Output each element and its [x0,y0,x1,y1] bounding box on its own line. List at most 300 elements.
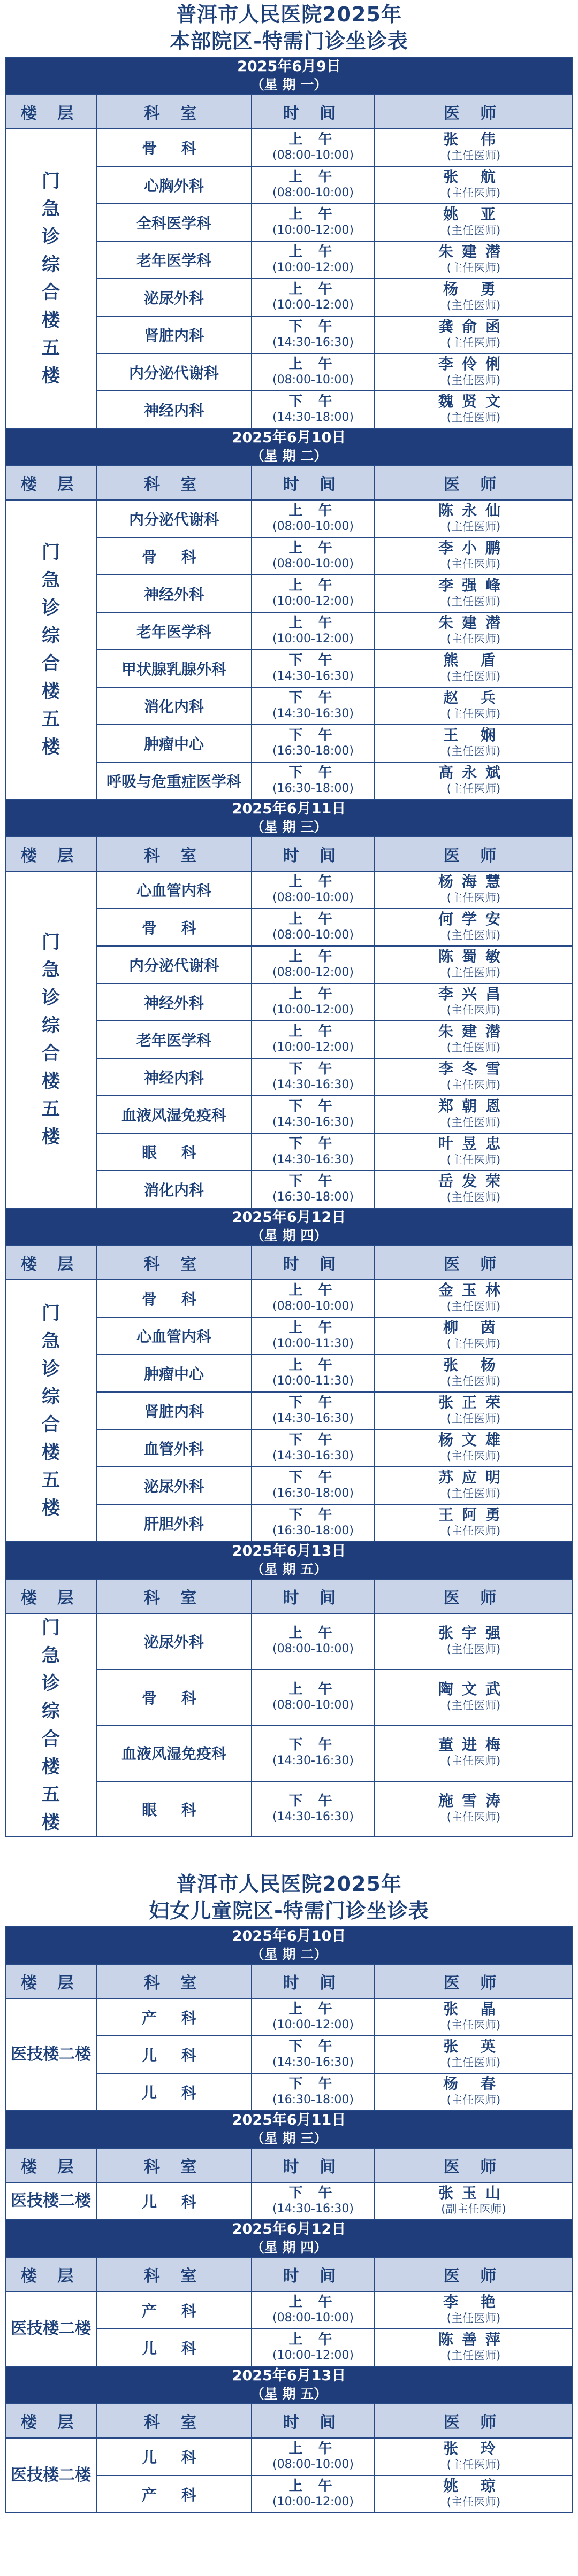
doctor-name: 董进梅 [438,1736,509,1754]
doctor-cell [375,575,573,612]
doctor-rank: (主任医师) [446,2349,501,2362]
doctor-name: 张 伟 [443,130,504,148]
column-header: 时 间 [252,2148,375,2182]
time-hours: (14:30-16:30) [272,2056,354,2069]
schedule-row [5,2182,573,2220]
department-cell: 血液风湿免疫科 [96,1096,252,1133]
time-cell [252,762,375,799]
time-cell [252,1467,375,1504]
date-cell [5,1542,573,1579]
doctor-rank: (主任医师) [446,1487,501,1500]
doctor-cell [375,204,573,241]
doctor-cell [375,1613,573,1670]
column-header: 科 室 [96,837,252,871]
department-cell: 内分泌代谢科 [96,353,252,391]
department-cell: 内分泌代谢科 [96,946,252,983]
time-cell [252,909,375,946]
doctor-rank: (主任医师) [446,187,501,199]
time-hours: (14:30-16:30) [272,1078,354,1091]
doctor-cell [375,2292,573,2329]
column-header: 医 师 [375,1579,573,1613]
doctor-cell [375,316,573,353]
doctor-cell [375,2438,573,2475]
doctor-rank: (主任医师) [446,633,501,645]
section-gap [0,1837,578,1870]
time-cell [252,129,375,166]
time-hours: (08:00-12:00) [272,966,354,979]
time-hours: (10:00-12:00) [272,1003,354,1017]
date-cell [5,1927,573,1964]
time-period: 上 午 [288,206,338,222]
doctor-cell [375,166,573,204]
time-hours: (10:00-12:00) [272,298,354,312]
department-cell: 血管外科 [96,1429,252,1467]
time-period: 上 午 [288,2478,338,2494]
time-period: 下 午 [288,2039,338,2055]
time-period: 上 午 [288,949,338,965]
time-period: 上 午 [288,169,338,185]
time-period: 上 午 [288,578,338,594]
department-cell: 神经内科 [96,1058,252,1096]
time-cell [252,1781,375,1837]
header-row [5,1579,573,1613]
time-hours: (14:30-16:30) [272,1116,354,1129]
doctor-name: 张 英 [443,2037,504,2055]
time-hours: (16:30-18:00) [272,744,354,758]
doctor-cell [375,1171,573,1208]
weekday-label: （星 期 一） [250,77,328,93]
time-hours: (14:30-16:30) [272,2202,354,2216]
time-hours: (10:00-12:00) [272,632,354,645]
doctor-rank: (主任医师) [446,745,501,758]
doctor-cell [375,537,573,575]
doctor-name: 陈善萍 [438,2331,509,2348]
time-period: 下 午 [288,394,338,410]
date-label: 2025年6月9日 [237,58,341,75]
doctor-rank: (主任医师) [446,558,501,571]
time-hours: (08:00-10:00) [272,1698,354,1712]
doctor-rank: (主任医师) [446,1698,501,1712]
time-period: 下 午 [288,2185,338,2201]
doctor-name: 龚俞函 [438,318,509,335]
department-cell: 甲状腺乳腺外科 [96,650,252,687]
department-cell: 产 科 [96,1998,252,2036]
floor-label: 门急诊综合楼五楼 [41,171,60,387]
time-period: 下 午 [288,1737,338,1754]
column-header: 楼 层 [5,95,96,129]
header-row [5,837,573,871]
doctor-name: 陈蜀敏 [438,948,509,965]
time-cell [252,1058,375,1096]
date-cell [5,57,573,95]
doctor-rank: (主任医师) [446,336,501,349]
time-cell [252,575,375,612]
column-header: 医 师 [375,2257,573,2292]
column-header: 时 间 [252,837,375,871]
time-cell [252,500,375,537]
column-header: 楼 层 [5,2257,96,2292]
department-cell: 心血管内科 [96,1317,252,1355]
doctor-rank: (主任医师) [446,1300,501,1313]
doctor-cell [375,983,573,1021]
time-hours: (10:00-12:00) [272,595,354,608]
doctor-cell [375,1317,573,1355]
doctor-rank: (主任医师) [446,2056,501,2069]
section-title [0,0,578,55]
date-label: 2025年6月10日 [232,429,346,446]
time-cell [252,650,375,687]
date-row [5,1927,573,1964]
date-row [5,2111,573,2148]
column-header: 时 间 [252,2404,375,2438]
time-hours: (10:00-11:30) [272,1337,354,1350]
department-cell: 泌尿外科 [96,1613,252,1670]
doctor-rank: (主任医师) [446,782,501,795]
floor-label: 门急诊综合楼五楼 [41,932,60,1148]
doctor-rank: (主任医师) [446,1116,501,1129]
doctor-name: 赵 兵 [443,689,504,706]
time-period: 上 午 [288,1282,338,1298]
column-header: 时 间 [252,1964,375,1998]
doctor-name: 杨海慧 [438,873,509,890]
doctor-rank: (主任医师) [446,224,501,237]
column-header: 时 间 [252,95,375,129]
department-cell: 儿 科 [96,2182,252,2220]
doctor-name: 李冬雪 [438,1060,509,1078]
floor-label: 门急诊综合楼五楼 [41,1303,60,1519]
time-hours: (16:30-18:00) [272,1190,354,1204]
department-cell: 儿 科 [96,2438,252,2475]
time-cell [252,1998,375,2036]
time-cell [252,612,375,650]
department-cell: 产 科 [96,2475,252,2513]
department-cell: 肝胆外科 [96,1504,252,1542]
department-cell: 消化内科 [96,687,252,725]
doctor-name: 魏贤文 [438,393,509,410]
column-header: 医 师 [375,2404,573,2438]
department-cell: 肾脏内科 [96,1392,252,1429]
department-cell: 骨 科 [96,1670,252,1726]
header-row [5,2404,573,2438]
column-header: 科 室 [96,466,252,500]
date-cell [5,2220,573,2257]
header-row [5,466,573,500]
column-header: 时 间 [252,1245,375,1280]
doctor-name: 陈永仙 [438,502,509,519]
doctor-cell [375,129,573,166]
column-header: 科 室 [96,2404,252,2438]
doctor-name: 张玉山 [438,2184,509,2202]
time-period: 下 午 [288,1136,338,1152]
schedule-row [5,1280,573,1317]
column-header: 科 室 [96,2257,252,2292]
doctor-name: 王 娴 [443,726,504,744]
time-period: 下 午 [288,1470,338,1486]
schedule-row [5,1613,573,1670]
doctor-rank: (主任医师) [446,1041,501,1054]
schedule-row [5,1998,573,2036]
doctor-rank: (主任医师) [446,1154,501,1166]
doctor-rank: (主任医师) [446,966,501,979]
title-line: 妇女儿童院区-特需门诊坐诊表 [149,1899,429,1923]
time-cell [252,1504,375,1542]
time-cell [252,1096,375,1133]
department-cell: 血液风湿免疫科 [96,1725,252,1781]
time-hours: (14:30-16:30) [272,1412,354,1425]
time-period: 上 午 [288,1320,338,1336]
doctor-cell [375,241,573,279]
doctor-cell [375,1670,573,1726]
doctor-rank: (主任医师) [446,2094,501,2106]
time-cell [252,353,375,391]
doctor-name: 姚 琼 [443,2477,504,2495]
time-cell [252,2073,375,2111]
floor-cell [5,500,96,799]
doctor-cell [375,1429,573,1467]
date-row [5,1542,573,1579]
time-hours: (14:30-16:30) [272,1449,354,1463]
column-header: 楼 层 [5,2148,96,2182]
doctor-name: 张 玲 [443,2440,504,2457]
department-cell: 神经外科 [96,575,252,612]
title-line: 普洱市人民医院2025年 [176,1872,402,1896]
doctor-cell [375,2475,573,2513]
time-period: 下 午 [288,1173,338,1189]
floor-label: 医技楼二楼 [10,2191,91,2210]
time-cell [252,2475,375,2513]
doctor-rank: (副主任医师) [441,2203,506,2216]
floor-cell [5,2182,96,2220]
time-period: 下 午 [288,1098,338,1114]
time-hours: (14:30-16:30) [272,1754,354,1768]
header-row [5,2257,573,2292]
time-period: 上 午 [288,356,338,372]
time-hours: (08:00-10:00) [272,928,354,942]
date-label: 2025年6月12日 [232,2221,346,2237]
department-cell: 肿瘤中心 [96,725,252,762]
doctor-rank: (主任医师) [446,149,501,162]
column-header: 楼 层 [5,1964,96,1998]
doctor-cell [375,2182,573,2220]
time-period: 上 午 [288,615,338,631]
time-period: 上 午 [288,911,338,927]
date-label: 2025年6月13日 [232,2367,346,2384]
doctor-cell [375,762,573,799]
doctor-name: 杨文雄 [438,1431,509,1449]
doctor-name: 张正荣 [438,1394,509,1411]
doctor-name: 陶文武 [438,1680,509,1698]
time-cell [252,1670,375,1726]
time-cell [252,946,375,983]
date-label: 2025年6月11日 [232,801,346,817]
doctor-name: 苏应明 [438,1468,509,1486]
doctor-cell [375,1096,573,1133]
floor-cell [5,1998,96,2111]
date-cell [5,2366,573,2404]
department-cell: 心胸外科 [96,166,252,204]
doctor-name: 姚 亚 [443,205,504,223]
time-hours: (10:00-12:00) [272,2349,354,2362]
weekday-label: （星 期 四） [250,2240,328,2255]
doctor-rank: (主任医师) [446,1450,501,1463]
weekday-label: （星 期 五） [250,1562,328,1577]
header-row [5,2148,573,2182]
time-cell [252,725,375,762]
time-cell [252,241,375,279]
doctor-cell [375,946,573,983]
weekday-label: （星 期 二） [250,1947,328,1962]
time-period: 下 午 [288,652,338,668]
column-header: 医 师 [375,837,573,871]
schedule-row [5,2438,573,2475]
time-period: 下 午 [288,1395,338,1411]
doctor-rank: (主任医师) [446,1004,501,1017]
time-hours: (10:00-12:00) [272,1041,354,1054]
time-period: 下 午 [288,727,338,743]
time-hours: (14:30-16:30) [272,670,354,683]
schedule-table [5,1926,573,2513]
time-hours: (16:30-18:00) [272,2093,354,2106]
doctor-cell [375,871,573,909]
doctor-cell [375,1781,573,1837]
time-cell [252,537,375,575]
time-cell [252,1355,375,1392]
floor-cell [5,129,96,428]
doctor-cell [375,1133,573,1171]
department-cell: 消化内科 [96,1171,252,1208]
date-label: 2025年6月13日 [232,1543,346,1559]
time-cell [252,1280,375,1317]
time-period: 上 午 [288,1357,338,1373]
time-period: 下 午 [288,2076,338,2092]
time-cell [252,1725,375,1781]
doctor-rank: (主任医师) [446,2496,501,2509]
time-hours: (16:30-18:00) [272,1487,354,1500]
time-period: 上 午 [288,2001,338,2017]
department-cell: 全科医学科 [96,204,252,241]
doctor-name: 王阿勇 [438,1506,509,1524]
doctor-name: 朱建潜 [438,243,509,260]
time-cell [252,2182,375,2220]
doctor-cell [375,1355,573,1392]
time-cell [252,204,375,241]
time-hours: (14:30-16:30) [272,1153,354,1166]
time-hours: (08:00-10:00) [272,149,354,162]
time-hours: (16:30-18:00) [272,782,354,795]
department-cell: 肾脏内科 [96,316,252,353]
schedule-row [5,500,573,537]
date-cell [5,428,573,466]
doctor-cell [375,500,573,537]
time-hours: (08:00-10:00) [272,891,354,904]
doctor-rank: (主任医师) [446,1337,501,1350]
doctor-rank: (主任医师) [446,1643,501,1656]
department-cell: 眼 科 [96,1781,252,1837]
floor-cell [5,1613,96,1837]
doctor-name: 杨 勇 [443,280,504,298]
department-cell: 骨 科 [96,129,252,166]
time-period: 下 午 [288,765,338,781]
department-cell: 神经内科 [96,391,252,428]
doctor-name: 叶昱忠 [438,1135,509,1152]
doctor-rank: (主任医师) [446,1191,501,1204]
time-hours: (08:00-10:00) [272,186,354,199]
doctor-name: 张 杨 [443,1356,504,1374]
department-cell: 泌尿外科 [96,1467,252,1504]
doctor-name: 张 航 [443,168,504,186]
doctor-name: 张 晶 [443,2000,504,2018]
schedule-table [5,57,573,1837]
doctor-cell [375,725,573,762]
column-header: 医 师 [375,95,573,129]
time-cell [252,391,375,428]
floor-label: 门急诊综合楼五楼 [41,542,60,758]
date-cell [5,1208,573,1245]
time-hours: (10:00-12:00) [272,224,354,237]
time-cell [252,687,375,725]
column-header: 医 师 [375,2148,573,2182]
column-header: 科 室 [96,95,252,129]
date-label: 2025年6月11日 [232,2112,346,2128]
doctor-name: 何学安 [438,910,509,928]
doctor-cell [375,1058,573,1096]
doctor-cell [375,1467,573,1504]
time-cell [252,1613,375,1670]
doctor-name: 金玉林 [438,1281,509,1299]
doctor-cell [375,2329,573,2366]
time-period: 上 午 [288,1024,338,1040]
header-row [5,95,573,129]
time-cell [252,1171,375,1208]
time-hours: (08:00-10:00) [272,1299,354,1313]
time-period: 下 午 [288,1507,338,1523]
doctor-rank: (主任医师) [446,929,501,942]
doctor-rank: (主任医师) [446,891,501,904]
time-hours: (08:00-10:00) [272,520,354,533]
column-header: 医 师 [375,1964,573,1998]
column-header: 楼 层 [5,837,96,871]
doctor-cell [375,2073,573,2111]
doctor-name: 李 艳 [443,2293,504,2311]
weekday-label: （星 期 二） [250,448,328,464]
time-hours: (08:00-10:00) [272,2458,354,2471]
doctor-rank: (主任医师) [446,1375,501,1388]
department-cell: 儿 科 [96,2073,252,2111]
doctor-name: 朱建潜 [438,1022,509,1040]
header-row [5,1245,573,1280]
doctor-name: 李兴昌 [438,985,509,1003]
doctor-name: 岳发荣 [438,1172,509,1190]
time-cell [252,983,375,1021]
time-period: 下 午 [288,1793,338,1809]
date-cell [5,2111,573,2148]
schedule-row [5,129,573,166]
department-cell: 泌尿外科 [96,279,252,316]
department-cell: 内分泌代谢科 [96,500,252,537]
department-cell: 老年医学科 [96,241,252,279]
time-period: 下 午 [288,319,338,335]
doctor-rank: (主任医师) [446,299,501,312]
doctor-rank: (主任医师) [446,1525,501,1537]
doctor-cell [375,1725,573,1781]
time-hours: (08:00-10:00) [272,373,354,387]
department-cell: 心血管内科 [96,871,252,909]
time-hours: (10:00-12:00) [272,261,354,274]
column-header: 楼 层 [5,1245,96,1280]
time-hours: (10:00-11:30) [272,1374,354,1388]
column-header: 时 间 [252,1579,375,1613]
doctor-rank: (主任医师) [446,708,501,720]
